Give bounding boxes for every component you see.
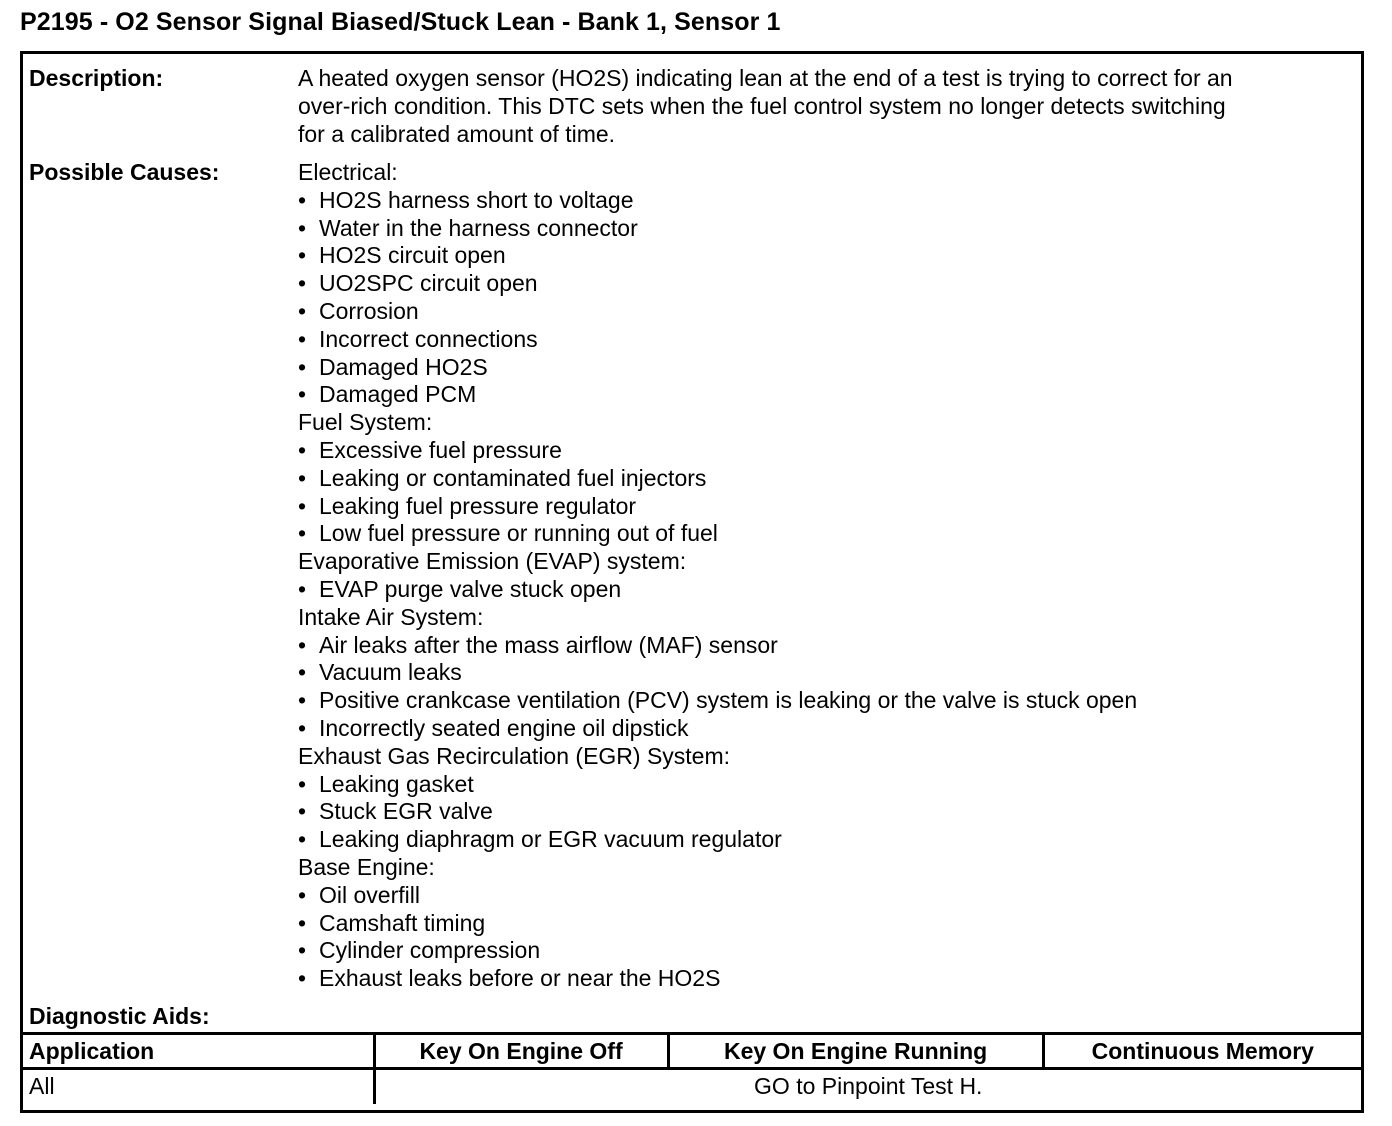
- cause-group-heading: Fuel System:: [298, 409, 433, 436]
- cause-item-text: Leaking gasket: [319, 770, 474, 797]
- cause-item-text: Cylinder compression: [319, 937, 541, 964]
- list-item: [298, 269, 1349, 297]
- cause-item-text: Stuck EGR valve: [319, 798, 493, 825]
- list-item: [298, 575, 1349, 603]
- description-line: over-rich condition. This DTC sets when the fuel control system no longer detects switching: [298, 93, 1226, 119]
- cause-group-heading: Electrical:: [298, 159, 398, 185]
- list-item: [298, 436, 1349, 464]
- cause-item-text: Vacuum leaks: [319, 659, 462, 686]
- cause-item-text: Exhaust leaks before or near the HO2S: [319, 965, 721, 992]
- cause-item-text: Water in the harness connector: [319, 214, 638, 241]
- possible-causes-list: [298, 158, 1349, 992]
- cause-item-text: EVAP purge valve stuck open: [319, 575, 622, 602]
- table-header-row: [23, 1034, 1361, 1069]
- bullet-icon: •: [298, 520, 307, 547]
- cause-item-text: Leaking diaphragm or EGR vacuum regulator: [319, 826, 782, 853]
- bullet-icon: •: [298, 881, 307, 908]
- cause-item-text: HO2S harness short to voltage: [319, 186, 634, 213]
- list-item: [298, 492, 1349, 520]
- cause-item-text: Damaged PCM: [319, 381, 477, 408]
- bullet-icon: •: [298, 659, 307, 686]
- list-item: [298, 714, 1349, 742]
- bullet-icon: •: [298, 270, 307, 297]
- cause-item-text: Oil overfill: [319, 881, 420, 908]
- description-text: [298, 64, 1349, 148]
- list-item: [298, 936, 1349, 964]
- list-item: [298, 658, 1349, 686]
- list-item: [298, 964, 1349, 992]
- bullet-icon: •: [298, 242, 307, 269]
- bullet-icon: •: [298, 381, 307, 408]
- list-item: [298, 770, 1349, 798]
- bullet-icon: •: [298, 798, 307, 825]
- cause-item-text: Excessive fuel pressure: [319, 436, 562, 463]
- cause-item-text: Corrosion: [319, 297, 419, 324]
- bullet-icon: •: [298, 186, 307, 213]
- application-cell: All: [23, 1069, 374, 1104]
- cause-item-text: Incorrect connections: [319, 325, 538, 352]
- bullet-icon: •: [298, 436, 307, 463]
- list-item: [298, 297, 1349, 325]
- bullet-icon: •: [298, 965, 307, 992]
- bullet-icon: •: [298, 297, 307, 324]
- bullet-icon: •: [298, 575, 307, 602]
- list-item: [298, 464, 1349, 492]
- column-header-application: Application: [23, 1034, 374, 1069]
- bullet-icon: •: [298, 325, 307, 352]
- bullet-icon: •: [298, 214, 307, 241]
- description-line: for a calibrated amount of time.: [298, 121, 616, 147]
- cause-item-text: Positive crankcase ventilation (PCV) system is leaking or the valve is stuck open: [319, 687, 1138, 714]
- column-header-koer: Key On Engine Running: [668, 1034, 1043, 1069]
- cause-item-text: Damaged HO2S: [319, 353, 488, 380]
- list-item: [298, 353, 1349, 381]
- cause-group-heading: Exhaust Gas Recirculation (EGR) System:: [298, 742, 731, 769]
- action-cell: GO to Pinpoint Test H.: [374, 1069, 1361, 1104]
- cause-item-text: UO2SPC circuit open: [319, 270, 538, 297]
- column-header-continuous-memory: Continuous Memory: [1043, 1034, 1361, 1069]
- diagnostic-aids-table: [23, 1032, 1361, 1104]
- cause-group-heading: Evaporative Emission (EVAP) system:: [298, 548, 687, 575]
- cause-item-text: Incorrectly seated engine oil dipstick: [319, 714, 689, 741]
- cause-item-text: Camshaft timing: [319, 909, 486, 936]
- list-item: [298, 797, 1349, 825]
- cause-group-heading: Base Engine:: [298, 853, 435, 880]
- list-item: [298, 519, 1349, 547]
- bullet-icon: •: [298, 714, 307, 741]
- cause-item-text: Air leaks after the mass airflow (MAF) sensor: [319, 631, 778, 658]
- column-header-koeo: Key On Engine Off: [374, 1034, 668, 1069]
- list-item: [298, 631, 1349, 659]
- description-label: Description:: [29, 65, 164, 91]
- list-item: [298, 186, 1349, 214]
- list-item: [298, 380, 1349, 408]
- list-item: [298, 325, 1349, 353]
- cause-item-text: Leaking or contaminated fuel injectors: [319, 464, 707, 491]
- page-title: P2195 - O2 Sensor Signal Biased/Stuck Lean - Bank 1, Sensor 1: [20, 8, 781, 36]
- bullet-icon: •: [298, 353, 307, 380]
- description-line: A heated oxygen sensor (HO2S) indicating lean at the end of a test is trying to correct for an: [298, 65, 1233, 91]
- bullet-icon: •: [298, 770, 307, 797]
- cause-item-text: Leaking fuel pressure regulator: [319, 492, 637, 519]
- diagnostic-aids-label: Diagnostic Aids:: [29, 1003, 210, 1029]
- list-item: [298, 686, 1349, 714]
- bullet-icon: •: [298, 631, 307, 658]
- list-item: [298, 241, 1349, 269]
- bullet-icon: •: [298, 826, 307, 853]
- cause-item-text: Low fuel pressure or running out of fuel: [319, 520, 718, 547]
- list-item: [298, 909, 1349, 937]
- bullet-icon: •: [298, 909, 307, 936]
- list-item: [298, 825, 1349, 853]
- cause-item-text: HO2S circuit open: [319, 242, 506, 269]
- list-item: [298, 214, 1349, 242]
- list-item: [298, 881, 1349, 909]
- dtc-info-table: [20, 51, 1364, 1113]
- bullet-icon: •: [298, 687, 307, 714]
- bullet-icon: •: [298, 492, 307, 519]
- cause-group-heading: Intake Air System:: [298, 603, 484, 630]
- bullet-icon: •: [298, 937, 307, 964]
- possible-causes-label: Possible Causes:: [29, 159, 220, 185]
- table-row: [23, 1069, 1361, 1104]
- bullet-icon: •: [298, 464, 307, 491]
